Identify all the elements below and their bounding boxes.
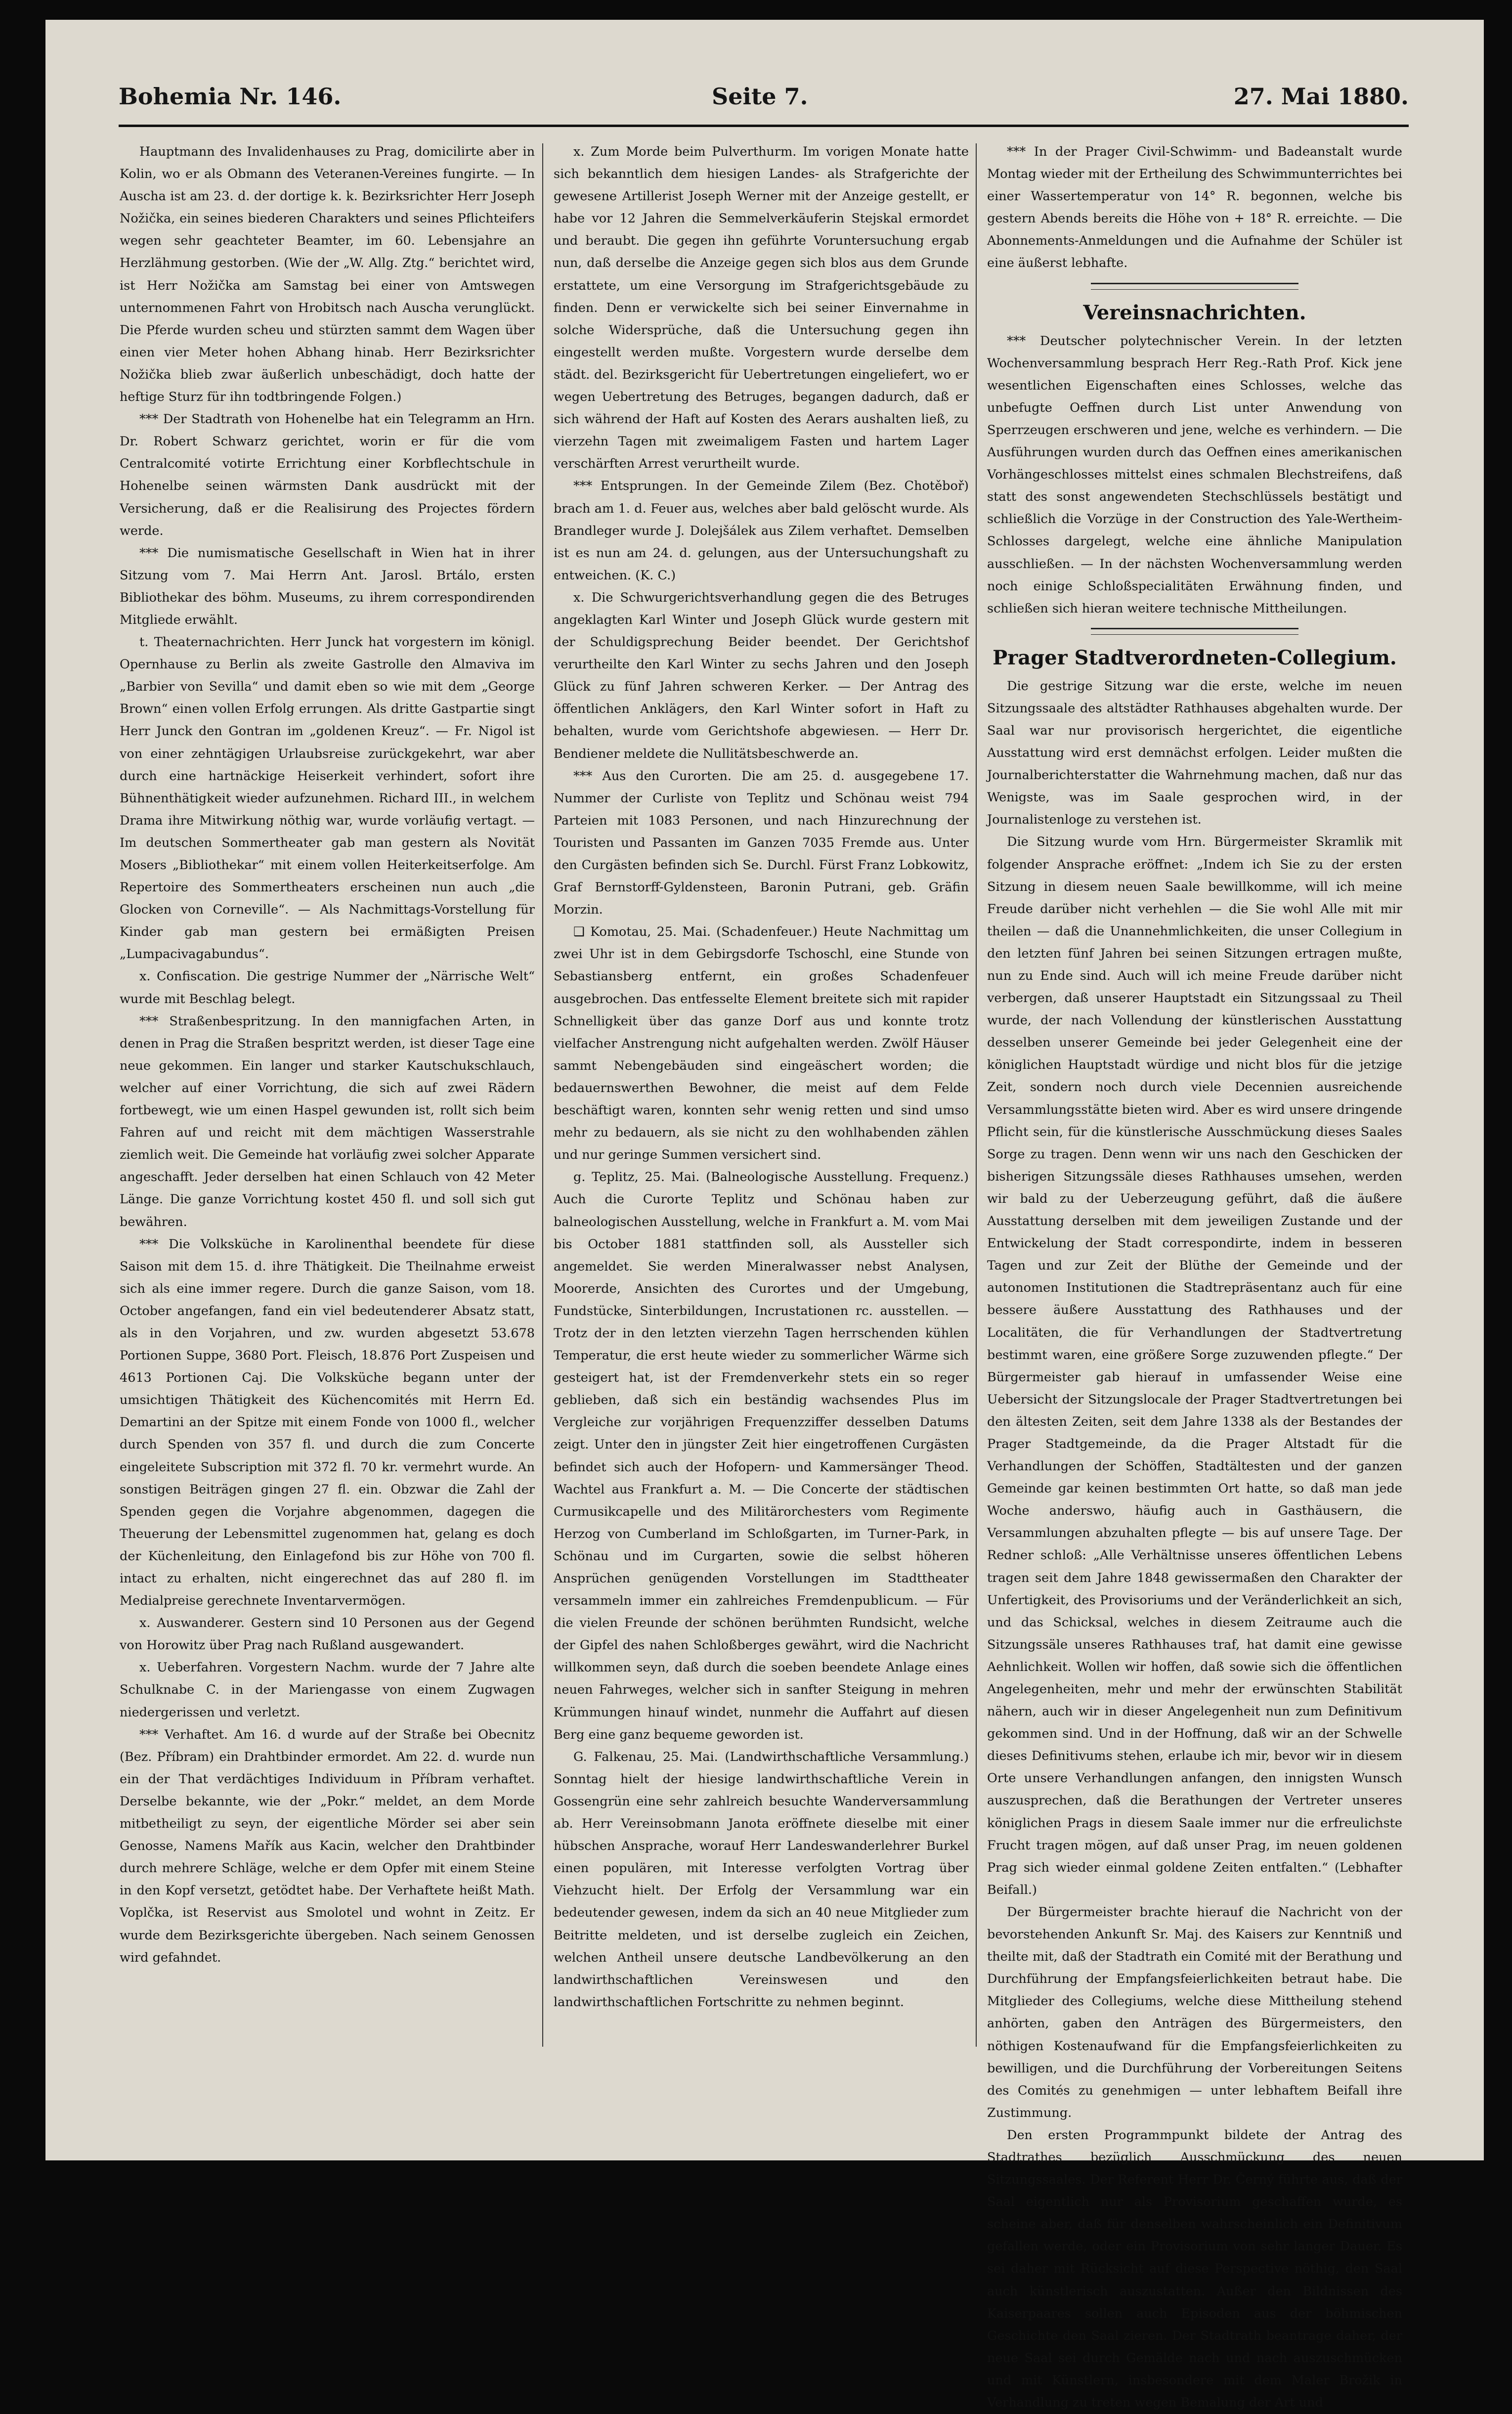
section-heading: Vereinsnachrichten. (1083, 301, 1306, 324)
article-paragraph: Den ersten Programmpunkt bildete der Antrag des Stadtrathes bezüglich Ausschmückung des neuen Sitzungssaales. Der Referent Herr Dr. Černý führte aus, daß der Saal eigentlich nur als Provisorium geschaffen wurde, es scheine aber, daß für denselben wahrscheinlich ein Definitivum gefallen werde, oder ein Provisorium von sehr langer Dauer. Es sei daher mit Rücksicht auf diese Perspective nöthig, den Saal auch künstlerisch auszustatten. Außer den Bildnissen des Kaiserpaares sollen auch Episoden aus der böhmischen Geschichte den Saal zieren. Der Stadtrath beantrage daher, der neue Saal sei durch Gemälde nach und nach auszuschmücken und mit Künstlern, insbesondere mit dem Maler Brožik in Verhandlung zu treten wegen Bemalung der Art und (987, 2127, 1402, 2410)
article-paragraph: Hauptmann des Invalidenhauses zu Prag, domicilirte aber in Kolin, wo er als Obmann des Veteranen-Vereines fungirte. — In Auscha ist am 23. d. der dortige k. k. Bezirksrichter Herr Joseph Nožička, ein seines biederen Charakters und seines Pflichteifers wegen sehr geachteter Beamter, im 60. Lebensjahre an Herzlähmung gestorben. (Wie der „W. Allg. Ztg.“ berichtet wird, ist Herr Nožička am Samstag bei einer von Amtswegen unternommenen Fahrt von Hrobitsch nach Auscha verunglückt. Die Pferde wurden scheu und stürzten sammt dem Wagen über einen vier Meter hohen Abhang hinab. Herr Bezirksrichter Nožička blieb zwar äußerlich unbeschädigt, doch hatte der heftige Sturz für ihn todtbringende Folgen.) (120, 144, 535, 405)
article-paragraph: Der Bürgermeister brachte hierauf die Nachricht von der bevorstehenden Ankunft Sr. Maj. des Kaisers zur Kenntniß und theilte mit, daß der Stadtrath ein Comité mit der Berathung und Durchführung der Empfangsfeierlichkeiten betraut habe. Die Mitglieder des Collegiums, welche diese Mittheilung stehend anhörten, gaben den Anträgen des Bürgermeisters, den nöthigen Kostenaufwand für die Empfangsfeierlichkeiten zu bewilligen, und die Durchführung der Vorbereitungen Seitens des Comités zu genehmigen — unter lebhaftem Beifall ihre Zustimmung. (987, 1904, 1402, 2120)
article-paragraph: *** Aus den Curorten. Die am 25. d. ausgegebene 17. Nummer der Curliste von Teplitz und Schönau weist 794 Parteien mit 1083 Personen, und nach Hinzurechnung der Touristen und Passanten im Ganzen 7035 Fremde aus. Unter den Curgästen befinden sich Se. Durchl. Fürst Franz Lobkowitz, Graf Bernstorff-Gyldensteen, Baronin Putrani, geb. Gräfin Morzin. (554, 768, 969, 918)
header-page-number: Seite 7. (712, 83, 808, 110)
article-paragraph: Die gestrige Sitzung war die erste, welche im neuen Sitzungssaale des altstädter Rathhauses abgehalten wurde. Der Saal war nur provisorisch hergerichtet, die eigentliche Ausstattung wird erst demnächst erfolgen. Leider mußten die Journalberichterstatter die Wahrnehmung machen, daß nur das Wenigste, was im Saale gesprochen wird, in der Journalistenloge zu verstehen ist. (987, 678, 1402, 828)
page-header (119, 83, 1409, 123)
article-paragraph: G. Falkenau, 25. Mai. (Landwirthschaftliche Versammlung.) Sonntag hielt der hiesige landwirthschaftliche Verein in Gossengrün eine sehr zahlreich besuchte Wanderversammlung ab. Herr Vereinsobmann Janota eröffnete dieselbe mit einer hübschen Ansprache, worauf Herr Landeswanderlehrer Burkel einen populären, mit Interesse verfolgten Vortrag über Viehzucht hielt. Der Erfolg der Versammlung war ein bedeutender gewesen, indem da sich an 40 neue Mitglieder zum Beitritte meldeten, und ist derselbe zugleich ein Zeichen, welchen Antheil unsere deutsche Landbevölkerung an den landwirthschaftlichen Vereinswesen und den landwirthschaftlichen Fortschritte zu nehmen beginnt. (554, 1749, 969, 2010)
article-paragraph: *** Die numismatische Gesellschaft in Wien hat in ihrer Sitzung vom 7. Mai Herrn Ant. Jarosl. Brtálo, ersten Bibliothekar des böhm. Museums, zu ihrem correspondirenden Mitgliede erwählt. (120, 545, 535, 627)
column-3 (987, 141, 1402, 2410)
section-divider (1091, 283, 1298, 290)
article-paragraph: g. Teplitz, 25. Mai. (Balneologische Ausstellung. Frequenz.) Auch die Curorte Teplitz und Schönau haben zur balneologischen Ausstellung, welche in Frankfurt a. M. vom Mai bis October 1881 stattfinden soll, als Aussteller sich angemeldet. Sie werden Mineralwasser nebst Analysen, Moorerde, Ansichten des Curortes und der Umgebung, Fundstücke, Sinterbildungen, Incrustationen rc. ausstellen. — Trotz der in den letzten vierzehn Tagen herrschenden kühlen Temperatur, die erst heute wieder zu sommerlicher Wärme sich gesteigert hat, ist der Fremdenverkehr stets ein so reger geblieben, daß sich ein beständig wachsendes Plus im Vergleiche zur vorjährigen Frequenzziffer desselben Datums zeigt. Unter den in jüngster Zeit hier eingetroffenen Curgästen befindet sich auch der Hofopern- und Kammersänger Theod. Wachtel aus Frankfurt a. M. — Die Concerte der städtischen Curmusikcapelle und des Militärorchesters vom Regimente Herzog von Cumberland im Schloßgarten, im Turner-Park, in Schönau und im Curgarten, sowie die selbst höheren Ansprüchen genügenden Vorstellungen im Stadttheater versammeln immer ein zahlreiches Fremdenpublicum. — Für die vielen Freunde der schönen berühmten Rundsicht, welche der Gipfel des nahen Schloßberges gewährt, wird die Nachricht willkommen seyn, daß durch die soeben beendete Anlage eines neuen Fahrweges, welcher sich in sanfter Steigung in mehren Krümmungen hinauf windet, nunmehr die Auffahrt auf diesen Berg eine ganz bequeme geworden ist. (554, 1170, 969, 1742)
header-rule (119, 125, 1409, 127)
section-heading: Prager Stadtverordneten-Collegium. (993, 646, 1397, 669)
article-paragraph: Die Sitzung wurde vom Hrn. Bürgermeister Skramlik mit folgender Ansprache eröffnet: „Indem ich Sie zu der ersten Sitzung in diesem neuen Saale bewillkomme, will ich meine Freude darüber nicht verhehlen — die Sie wohl Alle mit mir theilen — daß die Unannehmlichkeiten, die unser Collegium in den letzten fünf Jahren bei seinen Sitzungen ertragen mußte, nun zu Ende sind. Auch will ich meine Freude darüber nicht verbergen, daß unserer Hauptstadt ein Sitzungssaal zu Theil wurde, der nach Vollendung der künstlerischen Ausstattung desselben unserer Gemeinde bei jeder Gelegenheit eine der königlichen Hauptstadt würdige und nicht blos für die jetzige Zeit, sondern noch durch viele Decennien ausreichende Versammlungsstätte bieten wird. Aber es wird unsere dringende Pflicht sein, für die künstlerische Ausschmückung dieses Saales Sorge zu tragen. Denn wenn wir uns nach den Geschicken der bisherigen Sitzungssäle dieses Rathhauses umsehen, werden wir bald zu der Ueberzeugung geführt, daß die äußere Ausstattung derselben mit dem jeweiligen Zustande und der Entwickelung der Stadt correspondirte, indem in besseren Tagen und zur Zeit der Blüthe der Gemeinde und der autonomen Institutionen die Stadtrepräsentanz auch für eine bessere äußere Ausstattung des Rathhauses und der Localitäten, die für Verhandlungen der Stadtvertretung bestimmt waren, eine größere Sorge zuzuwenden pflegte.“ Der Bürgermeister gab hierauf in umfassender Weise eine Uebersicht der Sitzungslocale der Prager Stadtvertretungen bei den ältesten Zeiten, seit dem Jahre 1338 als der Bestandes der Prager Stadtgemeinde, da die Prager Altstadt für die Verhandlungen der Schöffen, Stadtältesten und der ganzen Gemeinde gar keinen bestimmten Ort hatte, so daß man jede Woche anderswo, häufig auch in Gasthäusern, die Versammlungen abzuhalten pflegte — bis auf unsere Tage. Der Redner schloß: „Alle Verhältnisse unseres öffentlichen Lebens tragen seit dem Jahre 1848 gewissermaßen den Charakter der Unfertigkeit, des Provisoriums und der Veränderlichkeit an sich, und das Schicksal, welches in diesem Zeitraume auch die Sitzungssäle unseres Rathhauses traf, hat damit eine gewisse Aehnlichkeit. Wollen wir hoffen, daß sowie sich die öffentlichen Angelegenheiten, mehr und mehr der erwünschten Stabilität nähern, auch wir in dieser Angelegenheit nun zum Definitivum gekommen sind. Und in der Hoffnung, daß wir an der Schwelle dieses Definitivums stehen, erlaube ich mir, bevor wir in diesem Orte unsere Verhandlungen anfangen, den innigsten Wunsch auszusprechen, daß die Berathungen der Vertreter unseres königlichen Prags in diesem Saale immer nur die erfreulichste Frucht tragen mögen, auf daß unser Prag, im neuen goldenen Prag sich wieder einmal goldene Zeiten entfalten.“ (Lebhafter Beifall.) (987, 834, 1402, 1897)
article-paragraph: *** In der Prager Civil-Schwimm- und Badeanstalt wurde Montag wieder mit der Ertheilung des Schwimmunterrichtes bei einer Wassertemperatur von 14° R. begonnen, welche bis gestern Abends bereits die Höhe von + 18° R. erreichte. — Die Abonnements-Anmeldungen und die Aufnahme der Schüler ist eine äußerst lebhafte. (987, 144, 1402, 271)
article-paragraph: x. Die Schwurgerichtsverhandlung gegen die des Betruges angeklagten Karl Winter und Joseph Glück wurde gestern mit der Schuldigsprechung Beider beendet. Der Gerichtshof verurtheilte den Karl Winter zu sechs Jahren und den Joseph Glück zu fünf Jahren schweren Kerker. — Der Antrag des öffentlichen Anklägers, den Karl Winter sofort in Haft zu behalten, wurde vom Gerichtshofe abgewiesen. — Herr Dr. Bendiener meldete die Nullitätsbeschwerde an. (554, 590, 969, 761)
column-1 (120, 141, 535, 2094)
column-2 (554, 141, 969, 2094)
newspaper-page (45, 20, 1484, 2410)
article-paragraph: x. Confiscation. Die gestrige Nummer der „Närrische Welt“ wurde mit Beschlag belegt. (120, 969, 535, 1007)
article-paragraph: x. Zum Morde beim Pulverthurm. Im vorigen Monate hatte sich bekanntlich dem hiesigen Landes- als Strafgerichte der gewesene Artillerist Joseph Werner mit der Anzeige gestellt, er habe vor 12 Jahren die Semmelverkäuferin Stejskal ermordet und beraubt. Die gegen ihn geführte Voruntersuchung ergab nun, daß derselbe die Anzeige gegen sich blos aus dem Grunde erstattete, um eine Versorgung im Strafgerichtsgebäude zu finden. Denn er verwickelte sich bei seiner Einvernahme in solche Widersprüche, daß die Untersuchung gegen ihn eingestellt werden mußte. Vorgestern wurde derselbe dem städt. del. Bezirksgericht für Uebertretungen eingeliefert, wo er wegen Uebertretung des Betruges, begangen dadurch, daß er sich während der Haft auf Kosten des Aerars aushalten ließ, zu vierzehn Tagen mit zweimaligem Fasten und hartem Lager verschärften Arrest verurtheilt wurde. (554, 144, 969, 472)
header-date: 27. Mai 1880. (1233, 83, 1409, 110)
article-paragraph: *** Der Stadtrath von Hohenelbe hat ein Telegramm an Hrn. Dr. Robert Schwarz gerichtet, worin er für die vom Centralcomité votirte Errichtung einer Korbflechtschule in Hohenelbe seinen wärmsten Dank ausdrückt mit der Versicherung, daß er die Realisirung des Projectes fördern werde. (120, 412, 535, 538)
article-paragraph: *** Straßenbespritzung. In den mannigfachen Arten, in denen in Prag die Straßen bespritzt werden, ist dieser Tage eine neue gekommen. Ein langer und starker Kautschukschlauch, welcher auf einer Vorrichtung, die sich auf zwei Rädern fortbewegt, wie um einen Haspel gewunden ist, rollt sich beim Fahren auf und reicht mit dem mächtigen Wasserstrahle ziemlich weit. Die Gemeinde hat vorläufig zwei solcher Apparate angeschafft. Jeder derselben hat einen Schlauch von 42 Meter Länge. Die ganze Vorrichtung kostet 450 fl. und soll sich gut bewähren. (120, 1013, 535, 1229)
article-paragraph: *** Deutscher polytechnischer Verein. In der letzten Wochenversammlung besprach Herr Reg.-Rath Prof. Kick jene wesentlichen Eigenschaften eines Schlosses, welche das unbefugte Oeffnen durch List unter Anwendung von Sperrzeugen erschweren und jene, welche es verhindern. — Die Ausführungen wurden durch das Oeffnen eines amerikanischen Vorhängeschlosses mittelst eines schmalen Blechstreifens, daß statt des sonst angewendeten Stechschlüssels bestätigt und schließlich die Vorzüge in der Construction des Yale-Wertheim-Schlosses dargelegt, welche eine ähnliche Manipulation ausschließen. — In der nächsten Wochenversammlung werden noch einige Schloßspecialitäten Erwähnung finden, und schließen sich hieran weitere technische Mittheilungen. (987, 333, 1402, 616)
article-paragraph: x. Ueberfahren. Vorgestern Nachm. wurde der 7 Jahre alte Schulknabe C. in der Mariengasse von einem Zugwagen niedergerissen und verletzt. (120, 1660, 535, 1720)
section-divider (1091, 628, 1298, 635)
article-paragraph: t. Theaternachrichten. Herr Junck hat vorgestern im königl. Opernhause zu Berlin als zweite Gastrolle den Almaviva im „Barbier von Sevilla“ und damit eben so wie mit dem „George Brown“ einen vollen Erfolg errungen. Als dritte Gastpartie singt Herr Junck den Gontran im „goldenen Kreuz“. — Fr. Nigol ist von einer zehntägigen Urlaubsreise zurückgekehrt, war aber durch eine hartnäckige Heiserkeit verhindert, sofort ihre Bühnenthätigkeit wieder aufzunehmen. Richard III., in welchem Drama ihre Mitwirkung nöthig war, wurde vorläufig vertagt. — Im deutschen Sommertheater gab man gestern als Novität Mosers „Bibliothekar“ mit einem vollen Heiterkeitserfolge. Am Repertoire des Sommertheaters erscheinen nun auch „die Glocken von Corneville“. — Als Nachmittags-Vorstellung für Kinder gab man gestern bei ermäßigten Preisen „Lumpacivagabundus“. (120, 635, 535, 962)
column-divider-1 (542, 143, 543, 2047)
header-publication: Bohemia Nr. 146. (119, 83, 342, 110)
column-divider-2 (976, 143, 977, 2047)
article-paragraph: ❑ Komotau, 25. Mai. (Schadenfeuer.) Heute Nachmittag um zwei Uhr ist in dem Gebirgsdorfe Tschoschl, eine Stunde von Sebastiansberg entfernt, ein großes Schadenfeuer ausgebrochen. Das entfesselte Element breitete sich mit rapider Schnelligkeit über das ganze Dorf aus und konnte trotz vielfacher Anstrengung nicht aufgehalten werden. Zwölf Häuser sammt Nebengebäuden sind eingeäschert worden; die bedauernswerthen Bewohner, die meist auf dem Felde beschäftigt waren, konnten sehr wenig retten und sind umso mehr zu bedauern, als sie nicht zu den wohlhabenden zählen und nur geringe Summen versichert sind. (554, 924, 969, 1163)
article-paragraph: *** Entsprungen. In der Gemeinde Zilem (Bez. Chotěboř) brach am 1. d. Feuer aus, welches aber bald gelöscht wurde. Als Brandleger wurde J. Dolejšálek aus Zilem verhaftet. Demselben ist es nun am 24. d. gelungen, aus der Untersuchungshaft zu entweichen. (K. C.) (554, 479, 969, 583)
article-paragraph: x. Auswanderer. Gestern sind 10 Personen aus der Gegend von Horowitz über Prag nach Rußland ausgewandert. (120, 1616, 535, 1653)
article-paragraph: *** Die Volksküche in Karolinenthal beendete für diese Saison mit dem 15. d. ihre Thätigkeit. Die Theilnahme erweist sich als eine immer regere. Durch die ganze Saison, vom 18. October angefangen, fand ein viel bedeutenderer Absatz statt, als in den Vorjahren, und zw. wurden abgesetzt 53.678 Portionen Suppe, 3680 Port. Fleisch, 18.876 Port Zuspeisen und 4613 Portionen Caj. Die Volksküche begann unter der umsichtigen Thätigkeit des Küchencomités mit Herrn Ed. Demartini an der Spitze mit einem Fonde von 1000 fl., welcher durch Spenden von 357 fl. und durch die zum Concerte eingeleitete Subscription mit 372 fl. 70 kr. vermehrt wurde. An sonstigen Beiträgen gingen 27 fl. ein. Obzwar die Zahl der Spenden gegen die Vorjahre abgenommen, dagegen die Theuerung der Lebensmittel zugenommen hat, gelang es doch der Küchenleitung, den Einlagefond bis zur Höhe von 700 fl. intact zu erhalten, nicht eingerechnet das auf 280 fl. im Medialpreise gerechnete Inventarvermögen. (120, 1236, 535, 1609)
article-paragraph: *** Verhaftet. Am 16. d wurde auf der Straße bei Obecnitz (Bez. Příbram) ein Drahtbinder ermordet. Am 22. d. wurde nun ein der That verdächtiges Individuum in Příbram verhaftet. Derselbe bekannte, wie der „Pokr.“ meldet, an dem Morde mitbetheiligt zu seyn, der eigentliche Mörder sei aber sein Genosse, Namens Mařík aus Kacin, welcher den Drahtbinder durch mehrere Schläge, welche er dem Opfer mit einem Steine in den Kopf versetzt, getödtet habe. Der Verhaftete heißt Math. Voplčka, ist Reservist aus Smolotel und wohnt in Zeitz. Er wurde dem Bezirksgerichte übergeben. Nach seinem Genossen wird gefahndet. (120, 1727, 535, 1965)
